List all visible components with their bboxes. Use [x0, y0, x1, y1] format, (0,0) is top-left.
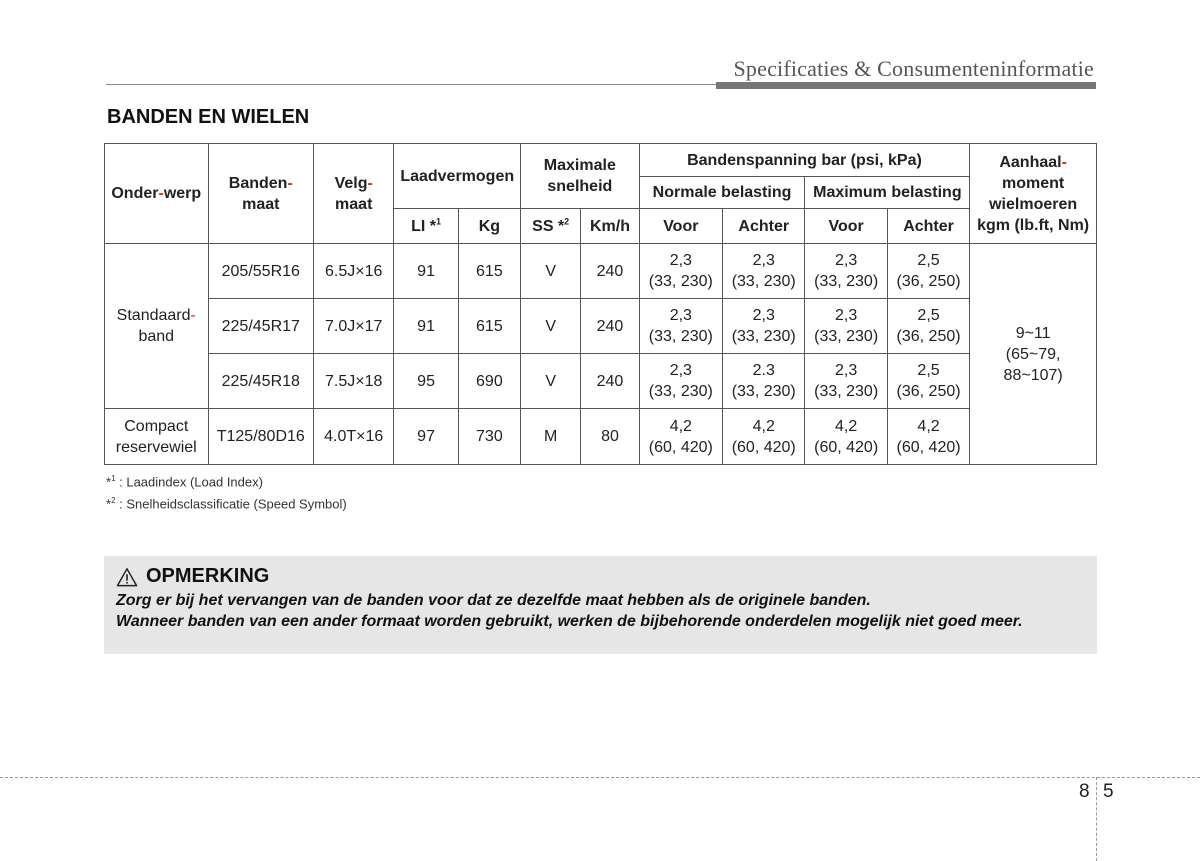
- header-load-capacity: Laadvermogen: [394, 144, 521, 209]
- section-heading: BANDEN EN WIELEN: [107, 106, 310, 128]
- pressure-cell: 4,2 (60, 420): [805, 409, 887, 465]
- notice-title-text: OPMERKING: [146, 565, 270, 587]
- kg-cell: 730: [458, 409, 520, 465]
- pressure-cell: 2.3 (33, 230): [723, 354, 805, 409]
- header-rim-size: Velg- maat: [314, 144, 394, 244]
- li-cell: 91: [394, 299, 458, 354]
- pressure-cell: 2,5 (36, 250): [887, 299, 969, 354]
- header-front-normal: Voor: [639, 209, 722, 244]
- footnote-load-index: *$^1$ : Laadindex (Load Index): [106, 474, 263, 490]
- warning-icon: [116, 567, 138, 587]
- pressure-cell: 4,2 (60, 420): [723, 409, 805, 465]
- kg-cell: 690: [458, 354, 520, 409]
- pressure-cell: 2,5 (36, 250): [887, 354, 969, 409]
- kmh-cell: 240: [581, 354, 639, 409]
- header-rear-normal: Achter: [723, 209, 805, 244]
- header-max-load: Maximum belasting: [805, 177, 970, 209]
- footnote-speed-symbol: *$^2$ : Snelheidsclassificatie (Speed Symbol): [106, 496, 347, 512]
- tire-size-cell: 225/45R18: [208, 354, 314, 409]
- header-li: LI *$^1$: [394, 209, 458, 244]
- page-number-separator: [1096, 777, 1097, 861]
- compact-spare-label: Compact reservewiel: [105, 409, 209, 465]
- ss-cell: V: [521, 354, 581, 409]
- header-rule: [106, 84, 716, 85]
- torque-value: 9~11 (65~79, 88~107): [970, 244, 1097, 465]
- ss-cell: V: [521, 299, 581, 354]
- pressure-cell: 2,3 (33, 230): [639, 244, 722, 299]
- pressure-cell: 2,5 (36, 250): [887, 244, 969, 299]
- table-row: [105, 354, 1097, 409]
- tire-size-cell: T125/80D16: [208, 409, 314, 465]
- header-max-speed: Maximale snelheid: [521, 144, 640, 209]
- tire-size-cell: 225/45R17: [208, 299, 314, 354]
- pressure-cell: 2,3 (33, 230): [723, 244, 805, 299]
- page-number: 5: [1103, 781, 1114, 802]
- pressure-cell: 2,3 (33, 230): [805, 299, 887, 354]
- header-component: Onder-werp: [105, 144, 209, 244]
- tire-size-cell: 205/55R16: [208, 244, 314, 299]
- header-tire-size: Banden- maat: [208, 144, 314, 244]
- li-cell: 97: [394, 409, 458, 465]
- header-front-max: Voor: [805, 209, 887, 244]
- pressure-cell: 2,3 (33, 230): [639, 354, 722, 409]
- rim-size-cell: 7.5J×18: [314, 354, 394, 409]
- pressure-cell: 4,2 (60, 420): [639, 409, 722, 465]
- standard-tire-label: Standaard- band: [105, 244, 209, 409]
- kmh-cell: 80: [581, 409, 639, 465]
- table-row: [105, 299, 1097, 354]
- kmh-cell: 240: [581, 244, 639, 299]
- notice-line-1: Zorg er bij het vervangen van de banden voor dat ze dezelfde maat hebben als de originele banden.: [116, 592, 871, 609]
- li-cell: 91: [394, 244, 458, 299]
- header-rear-max: Achter: [887, 209, 969, 244]
- pressure-cell: 2,3 (33, 230): [639, 299, 722, 354]
- header-ss: SS *$^2$: [521, 209, 581, 244]
- pressure-cell: 2,3 (33, 230): [805, 244, 887, 299]
- notice-box: [104, 556, 1097, 654]
- footer-divider: [0, 777, 1200, 778]
- header-kg: Kg: [458, 209, 520, 244]
- header-kmh: Km/h: [581, 209, 639, 244]
- notice-title: [116, 565, 269, 588]
- kmh-cell: 240: [581, 299, 639, 354]
- kg-cell: 615: [458, 244, 520, 299]
- pressure-cell: 2,3 (33, 230): [723, 299, 805, 354]
- header-tire-pressure: Bandenspanning bar (psi, kPa): [639, 144, 970, 177]
- page-chapter-number: 8: [1079, 781, 1090, 802]
- header-normal-load: Normale belasting: [639, 177, 805, 209]
- ss-cell: M: [521, 409, 581, 465]
- table-row: [105, 244, 1097, 299]
- table-row: [105, 409, 1097, 465]
- li-cell: 95: [394, 354, 458, 409]
- chapter-title: Specificaties & Consumenteninformatie: [733, 56, 1094, 81]
- kg-cell: 615: [458, 299, 520, 354]
- header-rule-bar: [716, 82, 1096, 89]
- tire-spec-table: [104, 143, 1097, 465]
- header-torque: Aanhaal- moment wielmoeren kgm (lb.ft, Nm): [970, 144, 1097, 244]
- rim-size-cell: 6.5J×16: [314, 244, 394, 299]
- notice-line-2: Wanneer banden van een ander formaat worden gebruikt, werken de bijbehorende onderdelen mogelijk niet goed meer.: [116, 613, 1023, 630]
- pressure-cell: 2,3 (33, 230): [805, 354, 887, 409]
- rim-size-cell: 4.0T×16: [314, 409, 394, 465]
- rim-size-cell: 7.0J×17: [314, 299, 394, 354]
- pressure-cell: 4,2 (60, 420): [887, 409, 969, 465]
- ss-cell: V: [521, 244, 581, 299]
